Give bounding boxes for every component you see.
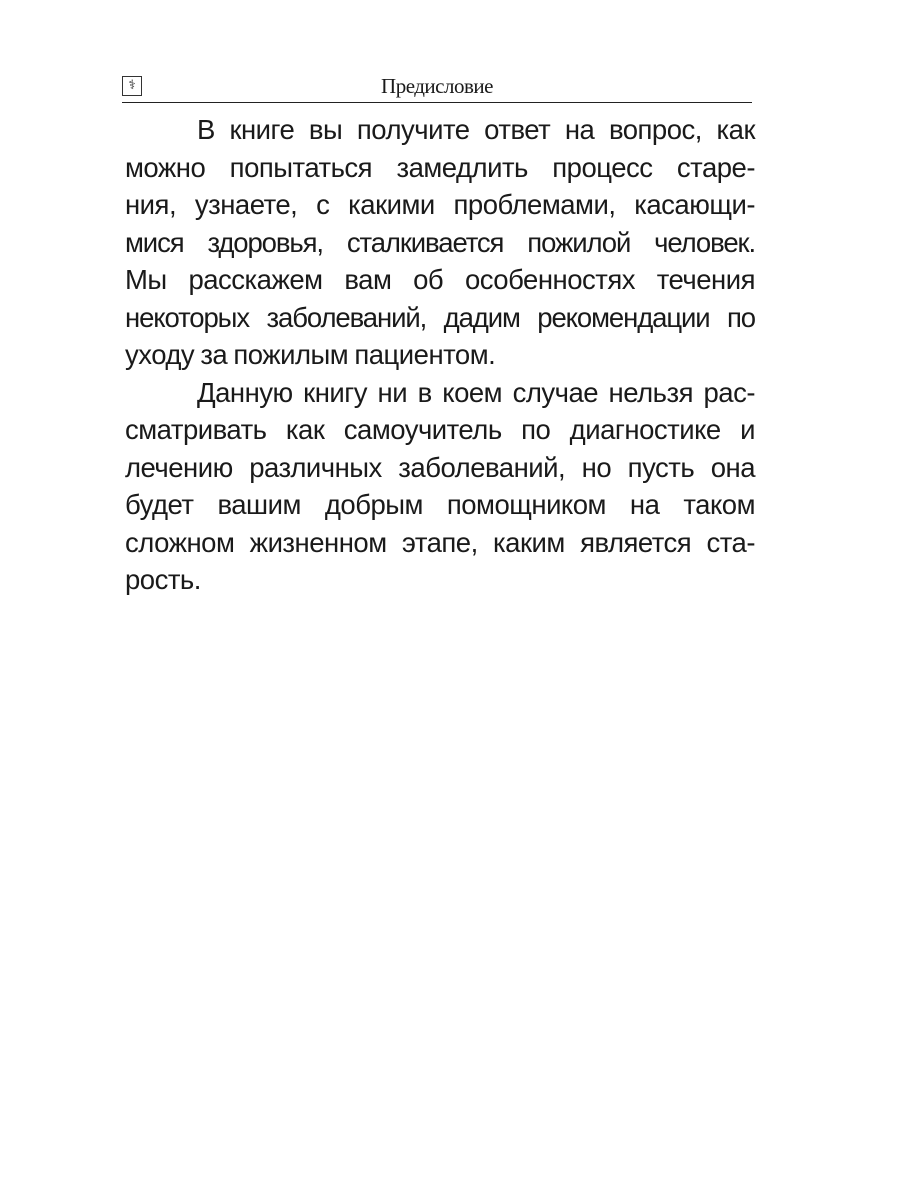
text-line: лечению различных заболеваний, но пусть она xyxy=(125,451,755,483)
text-line: сложном жизненном этапе, каким является ста- xyxy=(125,526,755,558)
text-line: уходу за пожилым пациентом. xyxy=(125,339,496,370)
text-line: рость. xyxy=(125,564,201,595)
text-line: В книге вы получите ответ на вопрос, как xyxy=(197,114,755,145)
running-header xyxy=(122,72,752,103)
text-line: будет вашим добрым помощником на таком xyxy=(125,489,755,520)
caduceus-icon: ⚕ xyxy=(122,76,142,96)
header-title: Предисловие xyxy=(381,74,493,98)
text-line: Мы расскажем вам об особенностях течения xyxy=(125,264,755,295)
text-line: можно попытаться замедлить процесс старе- xyxy=(125,151,755,183)
page-body xyxy=(125,111,755,599)
text-line: сматривать как самоучитель по диагностике и xyxy=(125,414,755,445)
paragraph-1 xyxy=(125,111,755,374)
text-line: некоторых заболеваний, дадим рекомендации по xyxy=(125,301,755,333)
text-line: ния, узнаете, с какими проблемами, касающи- xyxy=(125,189,755,220)
text-line: Данную книгу ни в коем случае нельзя рас- xyxy=(197,376,755,408)
paragraph-2 xyxy=(125,374,755,599)
text-line: мися здоровья, сталкивается пожилой человек. xyxy=(125,226,755,258)
